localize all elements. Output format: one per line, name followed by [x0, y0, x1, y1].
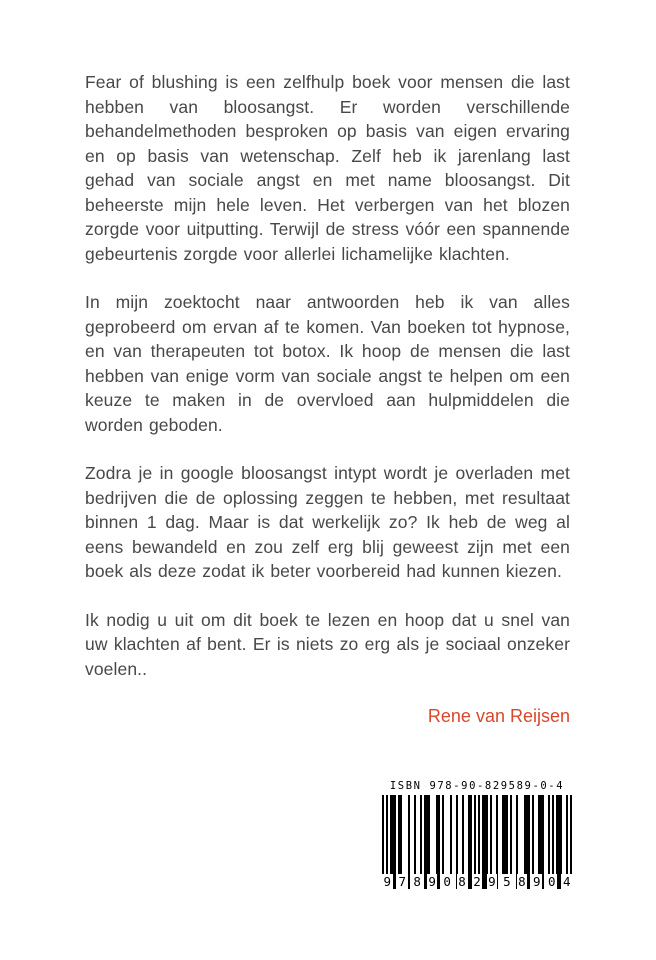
isbn-label: ISBN 978-90-829589-0-4 [389, 780, 565, 792]
blurb-paragraph: Fear of blushing is een zelfhulp boek voor mensen die last hebben van bloosangst. Er worden verschillende behandelmethoden besproken op basis van eigen ervaring en op basis van wetenschap. Zelf heb ik jarenlang last gehad van sociale angst en met name bloosangst. Dit beheerste mijn hele leven. Het verbergen van het blozen zorgde voor uitputting. Terwijl de stress vóór een spannende gebeurtenis zorgde voor allerlei lichamelijke klachten. [85, 72, 570, 264]
author-name: Rene van Reijsen [427, 706, 570, 726]
barcode [382, 780, 572, 889]
blurb [85, 70, 570, 681]
blurb-paragraph: Ik nodig u uit om dit boek te lezen en hoop dat u snel van uw klachten af bent. Er is niets zo erg als je sociaal onzeker voelen.. [85, 609, 570, 679]
barcode-digits: 9 7 8 9 0 8 2 9 5 8 9 0 4 [383, 874, 571, 889]
blurb-paragraph: Zodra je in google bloosangst intypt wordt je overladen met bedrijven die de oplossing zeggen te hebben, met resultaat binnen 1 dag. Maar is dat werkelijk zo? Ik heb de weg al eens bewandeld en zou zelf erg blij geweest zijn met een boek als deze zodat ik beter voorbereid had kunnen kiezen. [85, 463, 570, 581]
blurb-paragraph: In mijn zoektocht naar antwoorden heb ik van alles geprobeerd om ervan af te komen. Van boeken tot hypnose, en van therapeuten tot botox. Ik hoop de mensen die last hebben van enige vorm van sociale angst te helpen om een keuze te maken in de overvloed aan hulpmiddelen die worden geboden. [85, 292, 570, 435]
